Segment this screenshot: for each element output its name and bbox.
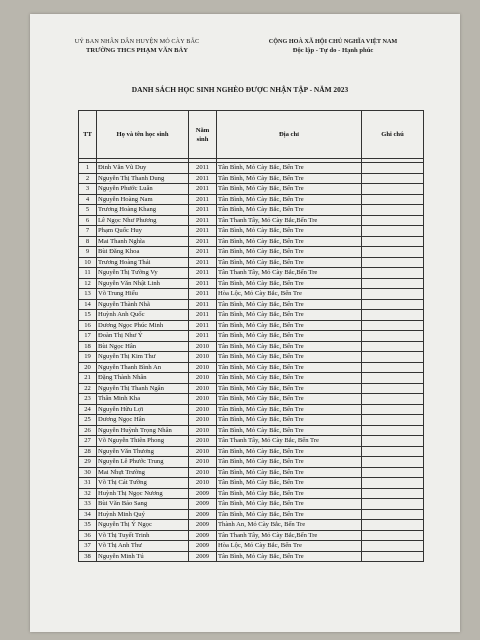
birth-year-cell: 2010 [189,436,217,447]
birth-year-cell: 2009 [189,509,217,520]
birth-year-cell: 2011 [189,205,217,216]
note-cell [362,551,424,562]
column-header-address: Địa chỉ [217,111,362,159]
table-row [79,247,424,258]
row-number-cell: 23 [79,394,97,405]
address-cell: Tân Bình, Mỏ Cày Bắc, Bến Tre [217,478,362,489]
note-cell [362,446,424,457]
table-row [79,373,424,384]
table-row [79,184,424,195]
birth-year-cell: 2010 [189,383,217,394]
student-name-cell: Nguyễn Huỳnh Trọng Nhân [97,425,189,436]
row-number-cell: 3 [79,184,97,195]
address-cell: Tân Bình, Mỏ Cày Bắc, Bến Tre [217,257,362,268]
student-name-cell: Nguyễn Thanh Bình An [97,362,189,373]
student-name-cell: Đặng Thành Nhân [97,373,189,384]
row-number-cell: 13 [79,289,97,300]
table-row [79,404,424,415]
birth-year-cell: 2010 [189,352,217,363]
address-cell: Tân Bình, Mỏ Cày Bắc, Bến Tre [217,320,362,331]
table-row [79,478,424,489]
note-cell [362,226,424,237]
birth-year-cell: 2011 [189,173,217,184]
address-cell: Tân Thanh Tây, Mỏ Cày Bắc,Bến Tre [217,530,362,541]
row-number-cell: 25 [79,415,97,426]
row-number-cell: 36 [79,530,97,541]
address-cell: Tân Bình, Mỏ Cày Bắc, Bến Tre [217,278,362,289]
row-number-cell: 35 [79,520,97,531]
note-cell [362,404,424,415]
birth-year-cell: 2010 [189,373,217,384]
address-cell: Tân Bình, Mỏ Cày Bắc, Bến Tre [217,226,362,237]
address-cell: Tân Bình, Mỏ Cày Bắc, Bến Tre [217,394,362,405]
student-name-cell: Nguyễn Minh Tú [97,551,189,562]
note-cell [362,520,424,531]
note-cell [362,257,424,268]
birth-year-cell: 2010 [189,446,217,457]
table-row [79,205,424,216]
note-cell [362,362,424,373]
address-cell: Tân Bình, Mỏ Cày Bắc, Bến Tre [217,299,362,310]
note-cell [362,478,424,489]
row-number-cell: 37 [79,541,97,552]
student-name-cell: Đinh Văn Vũ Duy [97,163,189,174]
note-cell [362,320,424,331]
student-name-cell: Nguyễn Hoàng Nam [97,194,189,205]
note-cell [362,530,424,541]
student-name-cell: Nguyễn Phước Luân [97,184,189,195]
table-row [79,173,424,184]
address-cell: Tân Bình, Mỏ Cày Bắc, Bến Tre [217,499,362,510]
row-number-cell: 14 [79,299,97,310]
row-number-cell: 24 [79,404,97,415]
address-cell: Tân Bình, Mỏ Cày Bắc, Bến Tre [217,184,362,195]
birth-year-cell: 2011 [189,247,217,258]
row-number-cell: 15 [79,310,97,321]
student-name-cell: Huỳnh Anh Quốc [97,310,189,321]
birth-year-cell: 2009 [189,520,217,531]
table-row [79,509,424,520]
birth-year-cell: 2010 [189,478,217,489]
student-name-cell: Võ Trung Hiếu [97,289,189,300]
student-name-cell: Mai Nhựt Trường [97,467,189,478]
birth-year-cell: 2010 [189,467,217,478]
note-cell [362,310,424,321]
birth-year-cell: 2010 [189,457,217,468]
birth-year-cell: 2009 [189,551,217,562]
row-number-cell: 34 [79,509,97,520]
row-number-cell: 33 [79,499,97,510]
table-row [79,352,424,363]
note-cell [362,173,424,184]
address-cell: Hòa Lộc, Mỏ Cày Bắc, Bến Tre [217,289,362,300]
table-row [79,415,424,426]
address-cell: Tân Thanh Tây, Mỏ Cày Bắc,Bến Tre [217,268,362,279]
row-number-cell: 4 [79,194,97,205]
student-name-cell: Huỳnh Minh Quý [97,509,189,520]
student-name-cell: Nguyễn Thị Tường Vy [97,268,189,279]
row-number-cell: 26 [79,425,97,436]
note-cell [362,457,424,468]
student-name-cell: Nguyễn Thành Nhã [97,299,189,310]
note-cell [362,247,424,258]
address-cell: Tân Bình, Mỏ Cày Bắc, Bến Tre [217,173,362,184]
birth-year-cell: 2009 [189,499,217,510]
table-row [79,268,424,279]
birth-year-cell: 2011 [189,194,217,205]
birth-year-cell: 2010 [189,394,217,405]
table-row [79,551,424,562]
birth-year-cell: 2011 [189,268,217,279]
table-row [79,362,424,373]
student-name-cell: Trương Hoàng Thái [97,257,189,268]
motto: Độc lập - Tự do - Hạnh phúc [292,47,374,54]
table-row [79,331,424,342]
table-row [79,226,424,237]
note-cell [362,299,424,310]
student-name-cell: Phạm Quốc Huy [97,226,189,237]
table-row [79,215,424,226]
row-number-cell: 32 [79,488,97,499]
birth-year-cell: 2011 [189,278,217,289]
table-row [79,530,424,541]
table-row [79,394,424,405]
note-cell [362,373,424,384]
address-cell: Tân Bình, Mỏ Cày Bắc, Bến Tre [217,404,362,415]
table-row [79,488,424,499]
note-cell [362,184,424,195]
student-name-cell: Nguyễn Thị Thanh Dung [97,173,189,184]
row-number-cell: 31 [79,478,97,489]
table-row [79,467,424,478]
table-row [79,299,424,310]
birth-year-cell: 2011 [189,257,217,268]
table-row [79,457,424,468]
note-cell [362,268,424,279]
address-cell: Tân Bình, Mỏ Cày Bắc, Bến Tre [217,205,362,216]
student-name-cell: Võ Thị Anh Thư [97,541,189,552]
student-name-cell: Bùi Ngọc Hân [97,341,189,352]
table-row [79,446,424,457]
student-name-cell: Thân Minh Kha [97,394,189,405]
student-name-cell: Trương Hoàng Khang [97,205,189,216]
address-cell: Tân Bình, Mỏ Cày Bắc, Bến Tre [217,509,362,520]
row-number-cell: 21 [79,373,97,384]
table-header-row [79,111,424,159]
agency-name: UỶ BAN NHÂN DÂN HUYỆN MỎ CÀY BẮC [74,38,200,45]
table-row [79,257,424,268]
address-cell: Tân Bình, Mỏ Cày Bắc, Bến Tre [217,551,362,562]
note-cell [362,278,424,289]
note-cell [362,488,424,499]
school-name: TRƯỜNG THCS PHẠM VĂN BẢY [85,47,189,54]
table-row [79,194,424,205]
birth-year-cell: 2011 [189,215,217,226]
address-cell: Tân Bình, Mỏ Cày Bắc, Bến Tre [217,446,362,457]
birth-year-cell: 2011 [189,184,217,195]
agency-header [52,38,222,54]
row-number-cell: 20 [79,362,97,373]
row-number-cell: 38 [79,551,97,562]
table-row [79,425,424,436]
student-name-cell: Nguyễn Thị Ý Ngọc [97,520,189,531]
address-cell: Tân Bình, Mỏ Cày Bắc, Bến Tre [217,194,362,205]
note-cell [362,541,424,552]
column-header-note: Ghi chú [362,111,424,159]
row-number-cell: 28 [79,446,97,457]
table-row [79,520,424,531]
address-cell: Tân Bình, Mỏ Cày Bắc, Bến Tre [217,415,362,426]
address-cell: Tân Bình, Mỏ Cày Bắc, Bến Tre [217,247,362,258]
table-row [79,320,424,331]
birth-year-cell: 2011 [189,331,217,342]
student-name-cell: Dương Ngọc Phúc Minh [97,320,189,331]
table-row [79,383,424,394]
row-number-cell: 8 [79,236,97,247]
address-cell: Hòa Lộc, Mỏ Cày Bắc, Bến Tre [217,541,362,552]
column-header-name: Họ và tên học sinh [97,111,189,159]
note-cell [362,289,424,300]
table-row [79,163,424,174]
note-cell [362,215,424,226]
student-name-cell: Nguyễn Lê Phước Trung [97,457,189,468]
birth-year-cell: 2010 [189,404,217,415]
table-row [79,310,424,321]
column-header-tt: TT [79,111,97,159]
note-cell [362,383,424,394]
row-number-cell: 11 [79,268,97,279]
birth-year-cell: 2011 [189,226,217,237]
address-cell: Tân Bình, Mỏ Cày Bắc, Bến Tre [217,362,362,373]
note-cell [362,194,424,205]
address-cell: Tân Thanh Tây, Mỏ Cày Bắc,Bến Tre [217,215,362,226]
table-row [79,341,424,352]
note-cell [362,415,424,426]
address-cell: Tân Bình, Mỏ Cày Bắc, Bến Tre [217,331,362,342]
note-cell [362,331,424,342]
address-cell: Tân Bình, Mỏ Cày Bắc, Bến Tre [217,352,362,363]
note-cell [362,205,424,216]
note-cell [362,163,424,174]
row-number-cell: 9 [79,247,97,258]
row-number-cell: 6 [79,215,97,226]
student-name-cell: Võ Thị Tuyết Trinh [97,530,189,541]
note-cell [362,467,424,478]
birth-year-cell: 2011 [189,320,217,331]
note-cell [362,499,424,510]
document-title: DANH SÁCH HỌC SINH NGHÈO ĐƯỢC NHẬN TẬP - NĂM 2023 [131,85,349,94]
row-number-cell: 10 [79,257,97,268]
address-cell: Tân Thanh Tây, Mỏ Cày Bắc, Bến Tre [217,436,362,447]
row-number-cell: 16 [79,320,97,331]
row-number-cell: 18 [79,341,97,352]
note-cell [362,236,424,247]
row-number-cell: 19 [79,352,97,363]
student-name-cell: Huỳnh Thị Ngọc Nương [97,488,189,499]
address-cell: Tân Bình, Mỏ Cày Bắc, Bến Tre [217,341,362,352]
address-cell: Tân Bình, Mỏ Cày Bắc, Bến Tre [217,236,362,247]
note-cell [362,509,424,520]
student-name-cell: Lê Ngọc Như Phương [97,215,189,226]
birth-year-cell: 2011 [189,289,217,300]
address-cell: Tân Bình, Mỏ Cày Bắc, Bến Tre [217,488,362,499]
row-number-cell: 29 [79,457,97,468]
birth-year-cell: 2009 [189,530,217,541]
table-row [79,499,424,510]
address-cell: Tân Bình, Mỏ Cày Bắc, Bến Tre [217,425,362,436]
table-row [79,278,424,289]
note-cell [362,341,424,352]
student-name-cell: Nguyễn Hữu Lợi [97,404,189,415]
birth-year-cell: 2010 [189,425,217,436]
row-number-cell: 27 [79,436,97,447]
row-number-cell: 12 [79,278,97,289]
birth-year-cell: 2010 [189,341,217,352]
student-name-cell: Nguyễn Thị Thanh Ngân [97,383,189,394]
student-name-cell: Mai Thanh Nghĩa [97,236,189,247]
address-cell: Tân Bình, Mỏ Cày Bắc, Bến Tre [217,457,362,468]
address-cell: Tân Bình, Mỏ Cày Bắc, Bến Tre [217,310,362,321]
row-number-cell: 1 [79,163,97,174]
note-cell [362,425,424,436]
birth-year-cell: 2011 [189,299,217,310]
column-header-birth-year: Năm sinh [189,111,217,159]
birth-year-cell: 2009 [189,488,217,499]
address-cell: Tân Bình, Mỏ Cày Bắc, Bến Tre [217,467,362,478]
birth-year-cell: 2011 [189,236,217,247]
row-number-cell: 30 [79,467,97,478]
student-name-cell: Nguyễn Văn Thương [97,446,189,457]
address-cell: Thành An, Mỏ Cày Bắc, Bến Tre [217,520,362,531]
table-body [79,159,424,562]
student-name-cell: Nguyễn Thị Kim Thư [97,352,189,363]
student-name-cell: Võ Thị Cát Tường [97,478,189,489]
birth-year-cell: 2010 [189,362,217,373]
student-name-cell: Bùi Văn Bảo Sang [97,499,189,510]
student-name-cell: Nguyễn Văn Nhật Linh [97,278,189,289]
student-list-table [78,110,424,562]
note-cell [362,436,424,447]
note-cell [362,394,424,405]
address-cell: Tân Bình, Mỏ Cày Bắc, Bến Tre [217,163,362,174]
birth-year-cell: 2009 [189,541,217,552]
country-name: CỘNG HOÀ XÃ HỘI CHỦ NGHĨA VIỆT NAM [268,38,398,45]
note-cell [362,352,424,363]
student-name-cell: Dương Ngọc Hân [97,415,189,426]
address-cell: Tân Bình, Mỏ Cày Bắc, Bến Tre [217,383,362,394]
row-number-cell: 22 [79,383,97,394]
table-row [79,236,424,247]
student-name-cell: Bùi Đăng Khoa [97,247,189,258]
table-row [79,541,424,552]
national-motto-header [248,38,418,54]
table-row [79,289,424,300]
row-number-cell: 2 [79,173,97,184]
row-number-cell: 17 [79,331,97,342]
student-name-cell: Võ Nguyễn Thiên Phong [97,436,189,447]
row-number-cell: 5 [79,205,97,216]
row-number-cell: 7 [79,226,97,237]
address-cell: Tân Bình, Mỏ Cày Bắc, Bến Tre [217,373,362,384]
birth-year-cell: 2011 [189,163,217,174]
student-name-cell: Đoàn Thị Như Ý [97,331,189,342]
table-row [79,436,424,447]
birth-year-cell: 2011 [189,310,217,321]
birth-year-cell: 2010 [189,415,217,426]
